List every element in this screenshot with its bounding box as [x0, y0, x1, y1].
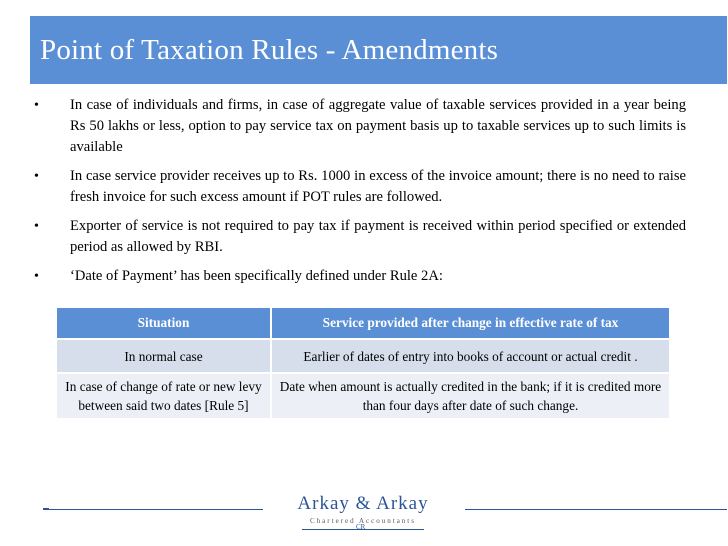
footer-marker: [43, 508, 49, 510]
bullet-dot-icon: •: [34, 169, 39, 184]
table-row: [56, 339, 670, 373]
footer-divider-right: [465, 509, 727, 510]
date-of-payment-table: [55, 306, 671, 420]
bullet-dot-icon: •: [34, 269, 39, 284]
bullet-text: In case service provider receives up to Rs. 1000 in excess of the invoice amount; there is no need to raise fresh invoice for such excess amount if POT rules are followed.: [70, 168, 686, 205]
logo-name: Arkay & Arkay: [297, 493, 429, 514]
table-row: [56, 373, 670, 419]
firm-logo: [288, 493, 438, 531]
bullet-item: [34, 166, 686, 208]
cell-situation: In normal case: [56, 339, 271, 373]
bullet-list: [34, 95, 686, 295]
cell-situation: In case of change of rate or new levy between said two dates [Rule 5]: [56, 373, 271, 419]
header-service-provided: Service provided after change in effective rate of tax: [271, 307, 670, 339]
logo-subtitle: Chartered Accountants: [310, 517, 416, 525]
bullet-text: In case of individuals and firms, in case of aggregate value of taxable services provided in a year being Rs 50 lakhs or less, option to pay service tax on payment basis up to taxable services up to such limits is available: [70, 97, 686, 155]
bullet-dot-icon: •: [34, 219, 39, 234]
bullet-text: Exporter of service is not required to pay tax if payment is received within period specified or extended period as allowed by RBI.: [70, 218, 686, 255]
bullet-text: ‘Date of Payment’ has been specifically defined under Rule 2A:: [70, 268, 443, 284]
cell-rule: Earlier of dates of entry into books of account or actual credit .: [271, 339, 670, 373]
footer-divider-left: [43, 509, 263, 510]
logo-mark: CR: [356, 523, 366, 531]
bullet-item: [34, 266, 686, 287]
slide-title: Point of Taxation Rules - Amendments: [40, 34, 499, 66]
cell-rule: Date when amount is actually credited in the bank; if it is credited more than four days after date of such change.: [271, 373, 670, 419]
bullet-item: [34, 95, 686, 158]
bullet-dot-icon: •: [34, 98, 39, 113]
bullet-item: [34, 216, 686, 258]
header-situation: Situation: [56, 307, 271, 339]
table-header-row: [56, 307, 670, 339]
